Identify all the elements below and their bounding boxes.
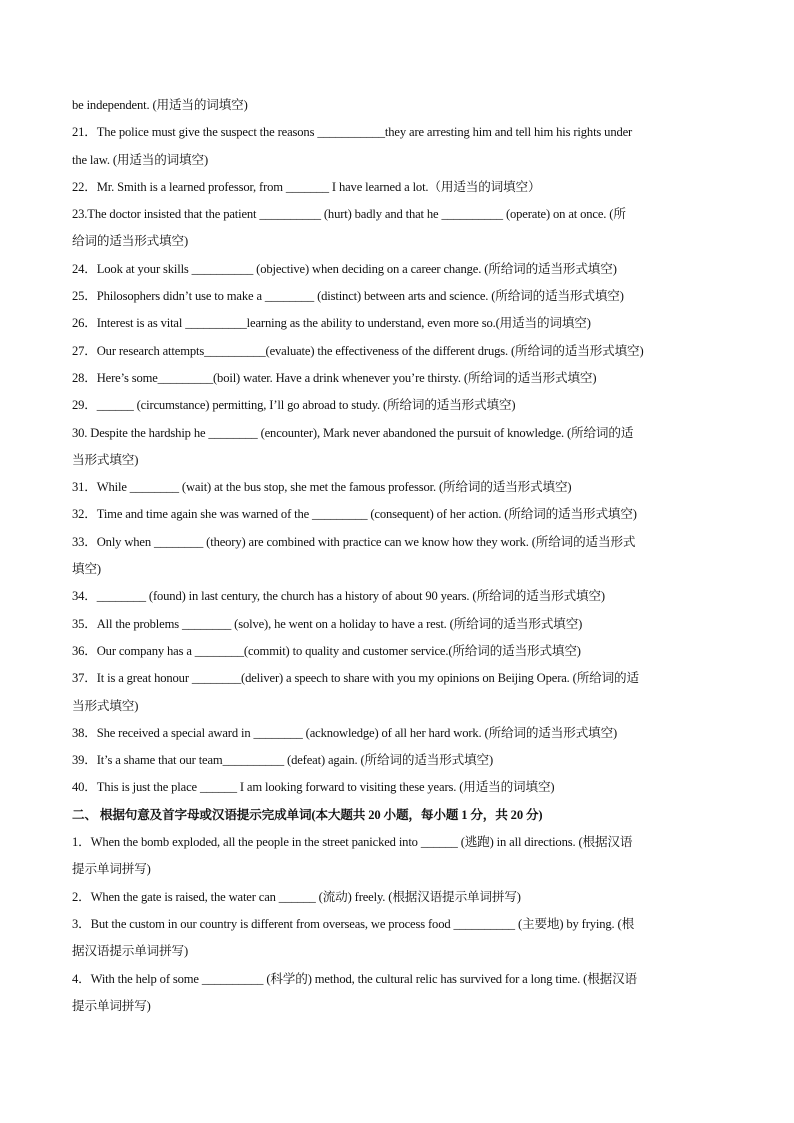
- text-line: 提示单词拼写): [72, 998, 151, 1013]
- question-31: 31．While ________ (wait) at the bus stop, she met the famous professor. (所给词的适当形式填空): [72, 480, 572, 495]
- text-line: be independent. (用适当的词填空): [72, 98, 248, 112]
- question-35: 35．All the problems ________ (solve), he went on a holiday to have a rest. (所给词的适当形式填空): [72, 616, 583, 631]
- question-37: 37．It is a great honour ________(deliver) a speech to share with you my opinions on Beijing Opera. (所给词的适: [72, 671, 639, 686]
- question-28: 28．Here’s some_________(boil) water. Have a drink whenever you’re thirsty. (所给词的适当形式填空): [72, 370, 597, 385]
- question-24: 24．Look at your skills __________ (objective) when deciding on a career change. (所给词的适当形式填空): [72, 261, 617, 276]
- question-22: 22．Mr. Smith is a learned professor, from _______ I have learned a lot.（用适当的词填空）: [72, 179, 541, 194]
- section-heading: 二、 根据句意及首字母或汉语提示完成单词(本大题共 20 小题，每小题 1 分，共 20 分): [72, 807, 543, 822]
- question-27: 27．Our research attempts__________(evaluate) the effectiveness of the different drugs. (所给词的适当形式填空): [72, 343, 644, 358]
- question-33: 33．Only when ________ (theory) are combined with practice can we know how they work. (所给词的适当形式: [72, 534, 636, 549]
- text-line: 给词的适当形式填空): [72, 234, 189, 249]
- worksheet-page: [72, 92, 722, 1020]
- text-line: 提示单词拼写): [72, 862, 151, 877]
- question-32: 32．Time and time again she was warned of the _________ (consequent) of her action. (所给词的适当形式填空): [72, 507, 637, 522]
- question-36: 36．Our company has a ________(commit) to quality and customer service.(所给词的适当形式填空): [72, 643, 581, 658]
- text-line: 当形式填空): [72, 698, 139, 713]
- question-26: 26．Interest is as vital __________learning as the ability to understand, even more so.(用适当的词填空): [72, 316, 591, 331]
- text-line: 当形式填空): [72, 452, 139, 467]
- question-34: 34．________ (found) in last century, the church has a history of about 90 years. (所给词的适当形式填空): [72, 589, 605, 604]
- spelling-question-3: 3．But the custom in our country is different from overseas, we process food __________ (主要地) by frying. (根: [72, 916, 635, 931]
- spelling-question-4: 4．With the help of some __________ (科学的) method, the cultural relic has survived for a long time. (根据汉语: [72, 971, 637, 986]
- question-30: 30. Despite the hardship he ________ (encounter), Mark never abandoned the pursuit of knowledge. (所给词的适: [72, 425, 634, 440]
- text-line: the law. (用适当的词填空): [72, 152, 209, 167]
- spelling-question-1: 1．When the bomb exploded, all the people in the street panicked into ______ (逃跑) in all directions. (根据汉语: [72, 835, 633, 850]
- question-29: 29．______ (circumstance) permitting, I’ll go abroad to study. (所给词的适当形式填空): [72, 398, 516, 413]
- question-40: 40．This is just the place ______ I am looking forward to visiting these years. (用适当的词填空): [72, 780, 555, 795]
- question-23: 23.The doctor insisted that the patient __________ (hurt) badly and that he __________ (operate) on at once. (所: [72, 207, 626, 222]
- text-line: 填空): [72, 562, 101, 577]
- spelling-question-2: 2．When the gate is raised, the water can ______ (流动) freely. (根据汉语提示单词拼写): [72, 889, 521, 904]
- question-39: 39．It’s a shame that our team__________ (defeat) again. (所给词的适当形式填空): [72, 753, 494, 768]
- text-line: 据汉语提示单词拼写): [72, 944, 189, 959]
- question-21: 21．The police must give the suspect the reasons ___________they are arresting him and tell him his rights under: [72, 125, 633, 140]
- question-25: 25．Philosophers didn’t use to make a ________ (distinct) between arts and science. (所给词的适当形式填空): [72, 289, 624, 304]
- question-38: 38．She received a special award in ________ (acknowledge) of all her hard work. (所给词的适当形式填空): [72, 725, 618, 740]
